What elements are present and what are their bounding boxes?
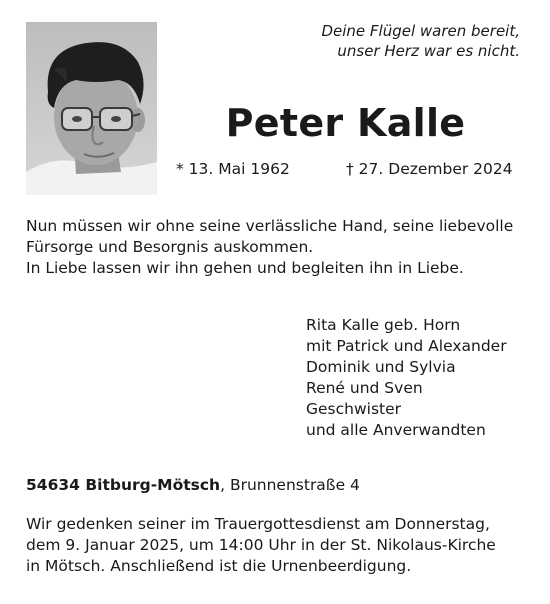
mourners-list xyxy=(306,315,531,441)
mourner-entry: Rita Kalle geb. Horn xyxy=(306,316,461,334)
service-info xyxy=(26,514,531,577)
mourner-entry: Geschwister xyxy=(306,400,402,418)
farewell-message xyxy=(26,216,531,279)
service-line: dem 9. Januar 2025, um 14:00 Uhr in der St. Nikolaus-Kirche xyxy=(26,536,496,554)
message-line: Fürsorge und Besorgnis auskommen. xyxy=(26,238,314,256)
service-line: Wir gedenken seiner im Trauergottesdienst am Donnerstag, xyxy=(26,515,490,533)
quote-line: unser Herz war es nicht. xyxy=(337,42,520,60)
address-place: 54634 Bitburg-Mötsch xyxy=(26,476,221,494)
mourner-entry: mit Patrick und Alexander xyxy=(306,337,507,355)
address-street: , Brunnenstraße 4 xyxy=(220,476,360,494)
portrait-image xyxy=(26,22,157,195)
quote-line: Deine Flügel waren bereit, xyxy=(321,22,520,40)
mourner-entry: René und Sven xyxy=(306,379,423,397)
mourner-entry: und alle Anverwandten xyxy=(306,421,486,439)
death-date: † 27. Dezember 2024 xyxy=(346,160,513,178)
memorial-quote xyxy=(260,21,520,61)
deceased-name: Peter Kalle xyxy=(225,101,466,145)
mourner-entry: Dominik und Sylvia xyxy=(306,358,456,376)
portrait-photo xyxy=(26,22,157,195)
message-line: Nun müssen wir ohne seine verlässliche Hand, seine liebevolle xyxy=(26,217,514,235)
service-line: in Mötsch. Anschließend ist die Urnenbeerdigung. xyxy=(26,557,412,575)
message-line: In Liebe lassen wir ihn gehen und begleiten ihn in Liebe. xyxy=(26,259,464,277)
birth-date: * 13. Mai 1962 xyxy=(176,160,290,178)
family-address xyxy=(26,474,360,496)
